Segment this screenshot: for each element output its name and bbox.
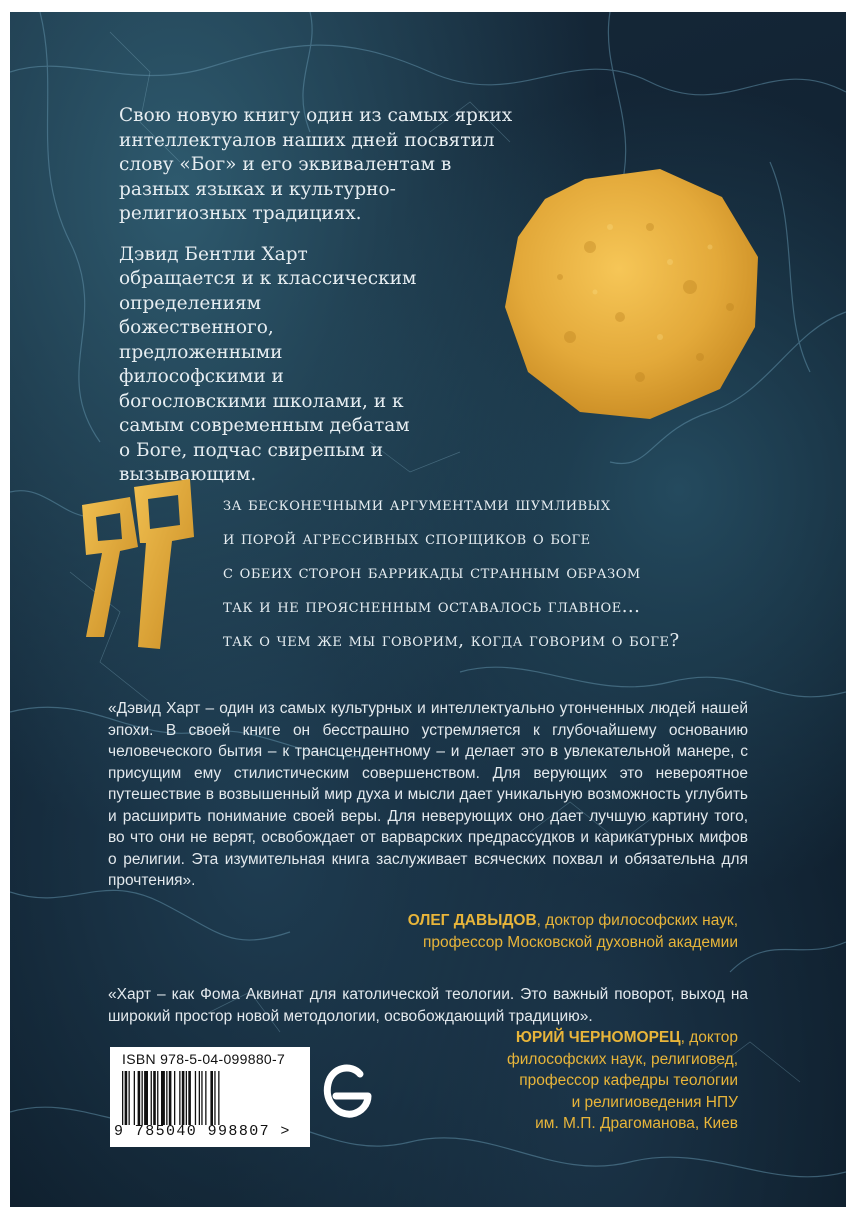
reviewer-name: ОЛЕГ ДАВЫДОВ (407, 912, 537, 929)
highlight-line: так и не проясненным оставалось главное... (223, 596, 641, 617)
review-attribution-1 (218, 910, 738, 953)
reviewer-role: , доктор философских наук, (536, 912, 738, 929)
reviewer-role: философских наук, религиовед, (507, 1050, 738, 1068)
gold-glyph-icon (82, 477, 197, 657)
intro-paragraph-2: Дэвид Бентли Харт обращается и к классическим определениям божественного, предложенными философскими и богословскими школами, и к самым современным дебатам о Боге, подчас свирепым и вызывающим. (119, 243, 417, 485)
highlight-line: за бесконечными аргументами шумливых (223, 494, 611, 515)
reviewer-role: и религиоведения НПУ (571, 1093, 738, 1111)
reviewer-role: профессор кафедры теологии (519, 1072, 738, 1089)
eksmo-logo-icon (322, 1060, 374, 1122)
reviewer-role: , доктор (680, 1029, 738, 1046)
intro-paragraph-1: Свою новую книгу один из самых ярких интеллектуалов наших дней посвятил слову «Бог» и его эквивалентам в разных языках и культурно-религиозных традициях. (119, 105, 513, 224)
highlight-caps-text (223, 488, 783, 658)
intro-text (119, 104, 539, 504)
review-attribution-2 (438, 1027, 738, 1135)
highlight-line: с обеих сторон баррикады странным образом (223, 562, 641, 583)
isbn-number: ISBN 978-5-04-099880-7 (122, 1051, 286, 1067)
barcode-digits: 9 785040 998807 > (114, 1123, 291, 1140)
reviewer-role: профессор Московской духовной академии (423, 933, 738, 951)
reviewer-role: им. М.П. Драгоманова, Киев (535, 1115, 738, 1132)
isbn-barcode (110, 1047, 310, 1147)
gold-sun-icon (500, 167, 765, 422)
highlight-line: и порой агрессивных спорщиков о боге (223, 528, 591, 549)
review-quote-1: «Дэвид Харт – один из самых культурных и интеллектуально утонченных людей нашей эпохи. В своей книге он бесстрашно устремляется к глубочайшему основанию человеческого бытия – к трансцендентному – и делает это в увлекательной манере, с присущим ему стилистическим совершенством. Для верующих это невероятное путешествие в возвышенный мир духа и мысли дает уникальную возможность углубить и расширить понимание своей веры. Для неверующих оно дает лучшую картину того, во что они не верят, освобождает от варварских предрассудков и карикатурных мифов о религии. Эта изумительная книга заслуживает всяческих похвал и обязательна для прочтения». (108, 700, 748, 889)
book-back-cover (10, 12, 846, 1207)
barcode-bars (122, 1071, 298, 1125)
highlight-line: так о чем же мы говорим, когда говорим о боге? (223, 630, 680, 651)
review-quote-2: «Харт – как Фома Аквинат для католической теологии. Это важный поворот, выход на широкий простор новой методологии, освобождающий традицию». (108, 986, 748, 1025)
reviewer-name: ЮРИЙ ЧЕРНОМОРЕЦ (515, 1029, 681, 1046)
